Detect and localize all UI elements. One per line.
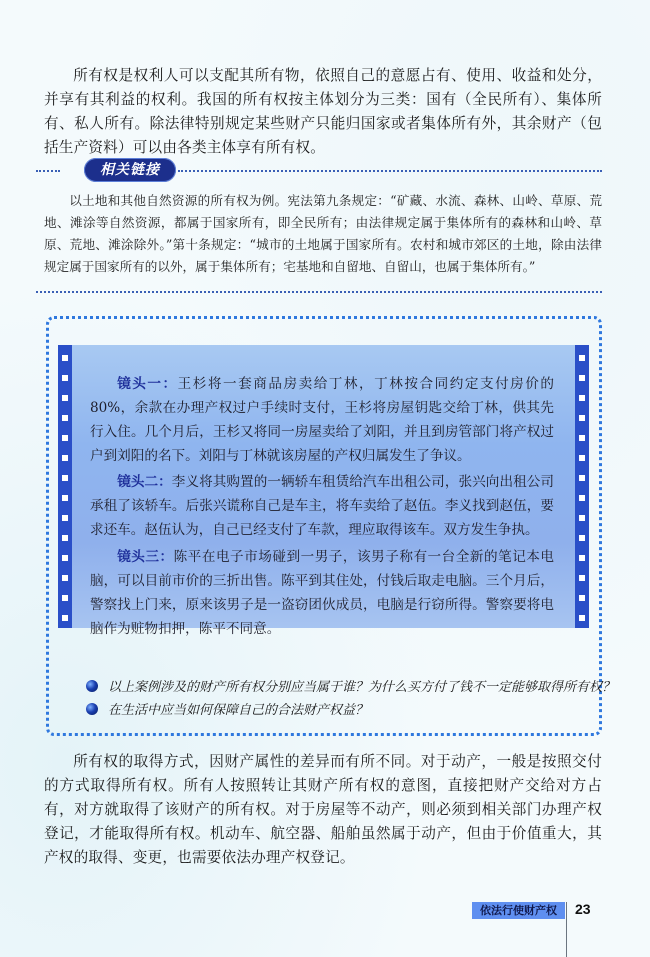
body-paragraph-ownership-definition: 所有权是权利人可以支配其所有物，依照自己的意愿占有、使用、收益和处分，并享有其利益的权利。我国的所有权按主体划分为三类：国有（全民所有）、集体所有、私人所有。除法律特别规定某些财产只能归国家或者集体所有外，其余财产（包括生产资料）可以由各类主体享有所有权。 — [44, 67, 602, 156]
related-link-badge: 相关链接 — [84, 158, 176, 182]
case-item — [90, 372, 554, 468]
film-strip-left-icon — [58, 345, 72, 628]
case-text: 陈平在电子市场碰到一男子，该男子称有一台全新的笔记本电脑，可以目前市价的三折出售。陈平到其住处，付钱后取走电脑。三个月后，警察找上门来，原来该男子是一盗窃团伙成员，电脑是行窃所得。警察要将电脑作为赃物扣押，陈平不同意。 — [90, 549, 555, 637]
dotted-divider — [36, 291, 602, 293]
blue-sphere-bullet-icon — [86, 680, 98, 692]
film-strip-right-icon — [575, 345, 589, 628]
blue-sphere-bullet-icon — [86, 703, 98, 715]
question-text: 在生活中应当如何保障自己的合法财产权益？ — [108, 703, 369, 718]
case-lead: 镜头一： — [117, 376, 178, 392]
discussion-question — [86, 678, 615, 698]
case-text: 王杉将一套商品房卖给丁林，丁林按合同约定支付房价的80%，余款在办理产权过户手续时支付，王杉将房屋钥匙交给丁林，供其先行入住。几个月后，王杉又将同一房屋卖给了刘阳，并且到房管部门将产权过户到刘阳的名下。刘阳与丁林就该房屋的产权归属发生了争议。 — [90, 376, 555, 464]
dotted-divider — [178, 170, 602, 172]
chapter-tag: 依法行使财产权 — [472, 902, 565, 919]
case-lead: 镜头二： — [117, 474, 172, 490]
page-number: 23 — [575, 901, 591, 917]
case-lead: 镜头三： — [117, 549, 174, 565]
discussion-question — [86, 701, 368, 721]
footer-divider — [566, 902, 567, 957]
dotted-divider — [36, 170, 60, 172]
case-item — [90, 470, 554, 542]
question-text: 以上案例涉及的财产所有权分别应当属于谁？为什么买方付了钱不一定能够取得所有权？ — [108, 680, 616, 695]
body-paragraph-acquisition: 所有权的取得方式，因财产属性的差异而有所不同。对于动产，一般是按照交付的方式取得所有权。所有人按照转让其财产所有权的意图，直接把财产交给对方占有，对方就取得了该财产的所有权。对于房屋等不动产，则必须到相关部门办理产权登记，才能取得所有权。机动车、航空器、船舶虽然属于动产，但由于价值重大，其产权的取得、变更，也需要依法办理产权登记。 — [44, 753, 602, 866]
related-link-body: 以土地和其他自然资源的所有权为例。宪法第九条规定：“矿藏、水流、森林、山岭、草原、荒地、滩涂等自然资源，都属于国家所有，即全民所有；由法律规定属于集体所有的森林和山岭、草原、荒地、滩涂除外。”第十条规定：“城市的土地属于国家所有。农村和城市郊区的土地，除由法律规定属于国家所有的以外，属于集体所有；宅基地和自留地、自留山，也属于集体所有。” — [44, 193, 602, 274]
case-item — [90, 545, 554, 641]
case-text: 李义将其购置的一辆轿车租赁给汽车出租公司，张兴向出租公司承租了该轿车。后张兴谎称自己是车主，将车卖给了赵伍。李义找到赵伍，要求还车。赵伍认为，自己已经支付了车款，理应取得该车。双方发生争执。 — [90, 474, 554, 538]
related-link-header — [36, 158, 602, 184]
